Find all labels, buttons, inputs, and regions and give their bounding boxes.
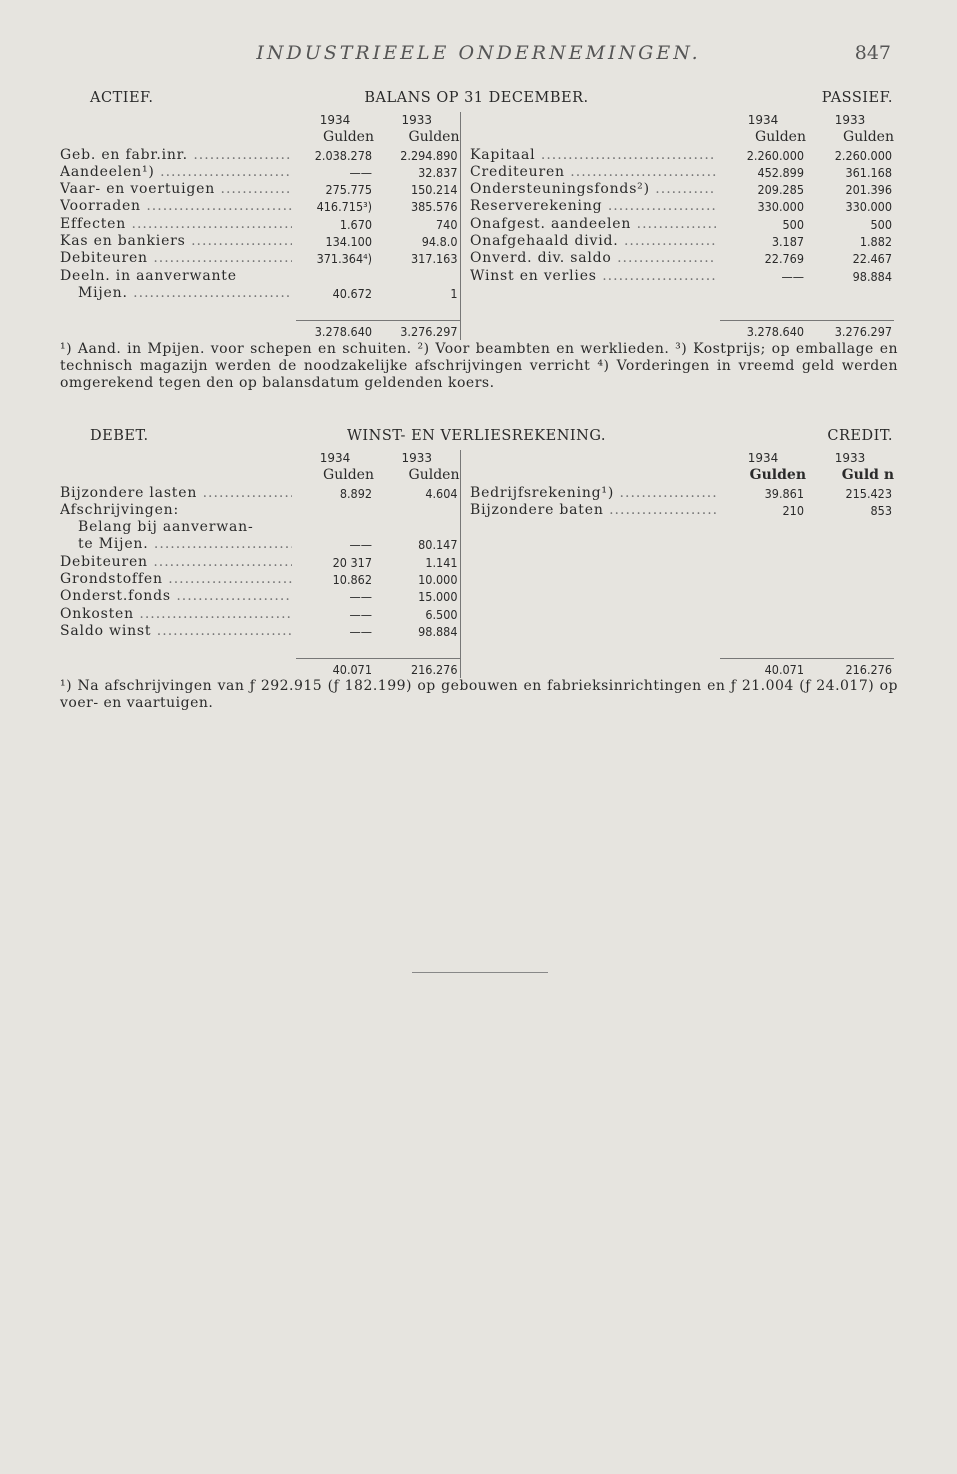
table-row — [60, 164, 894, 181]
actief-1934: 416.715³) — [316, 199, 372, 215]
passief-label-text: Crediteuren ..... — [470, 164, 716, 181]
passief-1934: 209.285 — [757, 182, 804, 198]
debet-label — [60, 519, 296, 536]
actief-heading: ACTIEF. — [90, 90, 154, 106]
table-row — [60, 502, 894, 519]
year-1934: 1934 — [319, 451, 351, 465]
actief-1934: 2.038.278 — [314, 147, 372, 163]
table-row — [60, 285, 894, 302]
passief-label-text: Ondersteuningsfonds²) ..... — [470, 181, 716, 198]
table-row — [60, 554, 894, 571]
total-value: 3.276.297 — [374, 320, 460, 340]
actief-label — [60, 147, 296, 164]
credit-label — [470, 571, 720, 588]
actief-1933 — [374, 268, 460, 285]
table-row — [60, 623, 894, 640]
actief-1933: 740 — [436, 216, 458, 232]
actief-1934: 371.364⁴) — [316, 251, 372, 267]
unit-label: Guld n — [841, 467, 894, 484]
credit-label-text: Bijzondere baten ..... — [470, 502, 716, 519]
passief-1933: 201.396 — [845, 182, 892, 198]
actief-label — [60, 164, 296, 181]
actief-label-text: Voorraden ..... — [60, 198, 292, 215]
section-end-rule — [412, 972, 548, 973]
credit-1933 — [806, 571, 894, 588]
debet-label-text: Belang bij aanverwan- — [78, 519, 254, 536]
passief-label — [470, 181, 720, 198]
actief-1934: 1.670 — [339, 216, 372, 232]
table-row — [60, 250, 894, 267]
table-row — [60, 606, 894, 623]
unit-label: Gulden — [323, 129, 374, 146]
debet-label-text: Bijzondere lasten ..... — [60, 485, 292, 502]
year-1933: 1933 — [834, 113, 866, 127]
passief-label-text: Onafgest. aandeelen ..... — [470, 216, 716, 233]
credit-1933 — [806, 519, 894, 536]
credit-1933 — [806, 588, 894, 605]
unit-label: Gulden — [843, 129, 894, 146]
debet-1934 — [296, 519, 374, 536]
passief-1934: 452.899 — [757, 164, 804, 180]
debet-1933: 6.500 — [425, 606, 458, 622]
debet-label-text: Onkosten ..... — [60, 606, 292, 623]
actief-label — [60, 285, 296, 302]
passief-label — [470, 285, 720, 302]
credit-1933 — [806, 606, 894, 623]
credit-1934 — [720, 554, 806, 571]
table-row — [60, 268, 894, 285]
passief-1933: 500 — [870, 216, 892, 232]
debet-heading: DEBET. — [90, 428, 149, 444]
actief-1933: 2.294.890 — [400, 147, 458, 163]
total-value: 40.071 — [720, 658, 806, 678]
table-row — [60, 571, 894, 588]
unit-label: Gulden — [323, 467, 374, 484]
credit-1934 — [720, 571, 806, 588]
passief-1934: 330.000 — [757, 199, 804, 215]
total-value: 3.276.297 — [806, 320, 894, 340]
actief-1934: 275.775 — [325, 182, 372, 198]
year-1933: 1933 — [401, 451, 433, 465]
debet-1933 — [374, 519, 460, 536]
debet-label-text: Grondstoffen ..... — [60, 571, 292, 588]
running-header: INDUSTRIEELE ONDERNEMINGEN. — [256, 42, 701, 64]
actief-1934 — [296, 268, 374, 285]
credit-1934 — [720, 588, 806, 605]
year-1934: 1934 — [319, 113, 351, 127]
debet-label — [60, 536, 296, 553]
credit-label — [470, 536, 720, 553]
total-value: 40.071 — [296, 658, 374, 678]
passief-label — [470, 216, 720, 233]
passief-label-text: Kapitaal ..... — [470, 147, 716, 164]
totals-row — [60, 658, 894, 678]
passief-1933: 22.467 — [852, 251, 892, 267]
passief-1933: 98.884 — [852, 268, 892, 284]
actief-1933: 1 — [450, 285, 458, 301]
debet-1933: 15.000 — [418, 589, 458, 605]
year-row — [60, 450, 894, 467]
debet-label — [60, 485, 296, 502]
table-row — [60, 147, 894, 164]
credit-1933: 853 — [870, 502, 892, 518]
credit-1934: 39.861 — [764, 485, 804, 501]
unit-row — [60, 467, 894, 484]
passief-label — [470, 268, 720, 285]
passief-label-text: Winst en verlies ..... — [470, 268, 716, 285]
actief-label — [60, 250, 296, 267]
debet-1934: —— — [349, 537, 372, 553]
passief-label — [470, 250, 720, 267]
total-value: 3.278.640 — [296, 320, 374, 340]
table-row — [60, 233, 894, 250]
debet-1934 — [296, 502, 374, 519]
unit-label: Gulden — [408, 467, 460, 484]
credit-1934 — [720, 606, 806, 623]
winst-table — [60, 450, 894, 678]
debet-label — [60, 588, 296, 605]
actief-1934: 40.672 — [332, 285, 372, 301]
table-row — [60, 519, 894, 536]
debet-label-text: te Mijen. ..... — [78, 536, 292, 553]
passief-label — [470, 164, 720, 181]
actief-label-text: Mijen. ..... — [78, 285, 292, 302]
credit-label — [470, 606, 720, 623]
passief-1933: 330.000 — [845, 199, 892, 215]
actief-label — [60, 198, 296, 215]
actief-label-text: Geb. en fabr.inr. ..... — [60, 147, 292, 164]
actief-1933: 32.837 — [418, 164, 458, 180]
debet-label — [60, 554, 296, 571]
debet-1933: 1.141 — [425, 554, 458, 570]
credit-1934 — [720, 519, 806, 536]
passief-label-text: Reserverekening ..... — [470, 198, 716, 215]
actief-1934: —— — [349, 164, 372, 180]
credit-label — [470, 519, 720, 536]
debet-1934: —— — [349, 589, 372, 605]
credit-label-text: Bedrijfsrekening¹) ..... — [470, 485, 716, 502]
actief-label — [60, 181, 296, 198]
debet-label — [60, 623, 296, 640]
passief-1934: 22.769 — [764, 251, 804, 267]
actief-label-text: Vaar- en vοertuigen ..... — [60, 181, 292, 198]
passief-1934: 3.187 — [771, 234, 804, 250]
debet-1933 — [374, 502, 460, 519]
table-row — [60, 216, 894, 233]
debet-1934: 20 317 — [332, 554, 372, 570]
actief-label-text: Deeln. in aanverwante — [60, 267, 237, 284]
debet-1934: 8.892 — [339, 485, 372, 501]
unit-label: Gulden — [755, 129, 806, 146]
year-1934: 1934 — [747, 451, 779, 465]
credit-label — [470, 502, 720, 519]
actief-1933: 317.163 — [411, 251, 458, 267]
debet-1933: 10.000 — [418, 572, 458, 588]
actief-1933: 94.8.0 — [421, 234, 458, 250]
debet-1934: —— — [349, 606, 372, 622]
passief-heading: PASSIEF. — [821, 90, 893, 106]
year-1934: 1934 — [747, 113, 779, 127]
credit-1933 — [806, 536, 894, 553]
debet-1934: 10.862 — [332, 572, 372, 588]
passief-label-text: Onafgehaald divid. ..... — [470, 233, 716, 250]
totals-row — [60, 320, 894, 340]
balans-table — [60, 112, 894, 340]
footnote-text: ¹) Na afschrijvingen van ƒ 292.915 (ƒ 182.199) op gebouwen en fabrieksinrichtingen en ƒ 21.004 (ƒ 24.017) op voer- en vaartuigen. — [60, 678, 898, 711]
unit-label: Gulden — [408, 129, 460, 146]
passief-1933: 361.168 — [845, 164, 892, 180]
footnote-text: ¹) Aand. in Mpijen. voor schepen en schuiten. ²) Voor beambten en werklieden. ³) Kostprijs; op emballage en technisch magazijn werden de noodzakelijke afschrijvingen verricht ⁴) Vorderingen in vreemd geld werden omgerekend tegen den op balansdatum geldenden koers. — [60, 341, 898, 391]
actief-label — [60, 268, 296, 285]
table-row — [60, 181, 894, 198]
debet-1933: 98.884 — [418, 623, 458, 639]
debet-label-text: Afschrijvingen: — [60, 501, 179, 518]
debet-label — [60, 606, 296, 623]
passief-1934: 2.260.000 — [746, 147, 804, 163]
passief-label-text: Onverd. div. saldo ..... — [470, 250, 716, 267]
total-value: 216.276 — [374, 658, 460, 678]
year-1933: 1933 — [401, 113, 433, 127]
debet-label-text: Saldo winst ..... — [60, 623, 292, 640]
total-value: 216.276 — [806, 658, 894, 678]
passief-1933: 1.882 — [859, 234, 892, 250]
credit-1934 — [720, 623, 806, 640]
year-1933: 1933 — [834, 451, 866, 465]
balans-footnotes — [60, 341, 898, 392]
page-number: 847 — [854, 42, 891, 64]
credit-heading: CREDIT. — [827, 428, 893, 444]
actief-1933: 385.576 — [411, 199, 458, 215]
table-row — [60, 198, 894, 215]
table-row — [60, 588, 894, 605]
credit-label — [470, 623, 720, 640]
debet-1934: —— — [349, 623, 372, 639]
credit-1933 — [806, 623, 894, 640]
debet-label — [60, 502, 296, 519]
year-row — [60, 112, 894, 129]
credit-1933: 215.423 — [845, 485, 892, 501]
table-row — [60, 485, 894, 502]
credit-1934 — [720, 536, 806, 553]
total-value: 3.278.640 — [720, 320, 806, 340]
credit-label — [470, 485, 720, 502]
actief-label — [60, 216, 296, 233]
actief-label-text: Aandeelen¹) ..... — [60, 164, 292, 181]
passief-1933: 2.260.000 — [834, 147, 892, 163]
actief-label-text: Debiteuren ..... — [60, 250, 292, 267]
unit-label: Gulden — [749, 467, 806, 484]
actief-label — [60, 233, 296, 250]
winst-footnote — [60, 678, 898, 712]
winst-title: WINST- EN VERLIESREKENING. — [347, 428, 606, 444]
passief-1933 — [806, 285, 894, 302]
actief-1934: 134.100 — [325, 234, 372, 250]
passief-label — [470, 198, 720, 215]
debet-1933: 80.147 — [418, 537, 458, 553]
credit-1934: 210 — [782, 502, 804, 518]
passief-label — [470, 147, 720, 164]
debet-label — [60, 571, 296, 588]
passief-label — [470, 233, 720, 250]
passief-1934: —— — [781, 268, 804, 284]
unit-row — [60, 129, 894, 146]
debet-label-text: Onderst.fonds ..... — [60, 588, 292, 605]
balans-title: BALANS OP 31 DECEMBER. — [364, 90, 589, 106]
actief-label-text: Kas en bankiers ..... — [60, 233, 292, 250]
credit-1933 — [806, 554, 894, 571]
debet-1933: 4.604 — [425, 485, 458, 501]
actief-label-text: Effecten ..... — [60, 216, 292, 233]
debet-label-text: Debiteuren ..... — [60, 554, 292, 571]
actief-1933: 150.214 — [411, 182, 458, 198]
table-row — [60, 536, 894, 553]
passief-1934: 500 — [782, 216, 804, 232]
credit-label — [470, 554, 720, 571]
credit-label — [470, 588, 720, 605]
passief-1934 — [720, 285, 806, 302]
